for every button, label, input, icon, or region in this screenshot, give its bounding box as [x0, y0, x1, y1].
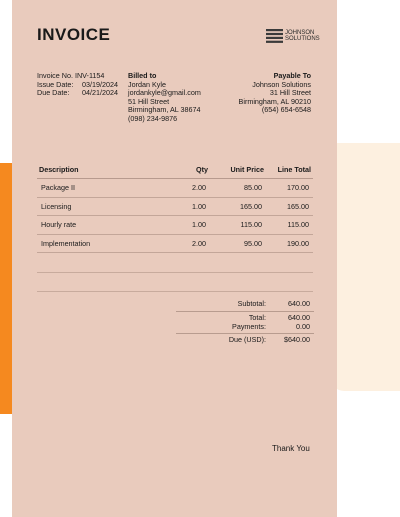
payable-to-name: Johnson Solutions: [252, 79, 311, 89]
billed-to-block: [128, 72, 201, 124]
row-line-total: 165.00: [287, 201, 309, 211]
payable-to-city: Birmingham, AL 90210: [238, 96, 311, 106]
due-date: 04/21/2024: [82, 88, 118, 98]
row-line-total: 190.00: [287, 238, 309, 248]
logo-wordmark: [285, 30, 320, 43]
header-unit-price: Unit Price: [230, 165, 264, 174]
cream-background-shape: [330, 143, 400, 391]
header-description: Description: [39, 165, 79, 174]
subtotal-row: [176, 300, 310, 309]
row-qty: 1.00: [192, 220, 206, 230]
row-description: Hourly rate: [41, 220, 77, 230]
billed-to-city: Birmingham, AL 38674: [128, 105, 201, 115]
row-line-total: 115.00: [287, 220, 309, 230]
logo-line-1: JOHNSON: [285, 29, 315, 36]
issue-date: 03/19/2024: [82, 79, 118, 89]
payments-value: 0.00: [296, 321, 310, 331]
line-items-table: [37, 161, 313, 253]
table-end-divider: [37, 291, 313, 292]
invoice-info: [37, 72, 118, 98]
row-qty: 2.00: [192, 183, 206, 193]
row-description: Licensing: [41, 201, 72, 211]
payable-to-street: 31 Hill Street: [269, 88, 311, 98]
due-date-label: Due Date:: [37, 88, 70, 98]
empty-row-divider: [37, 272, 313, 273]
payments-label: Payments:: [232, 321, 266, 331]
stripes-logo-icon: [266, 29, 283, 43]
invoice-page: [12, 0, 337, 517]
row-qty: 2.00: [192, 238, 206, 248]
table-header: [37, 161, 313, 179]
row-description: Implementation: [41, 238, 91, 248]
issue-date-label: Issue Date:: [37, 79, 74, 89]
total-label: Total:: [248, 313, 266, 322]
invoice-number: INV-1154: [74, 71, 105, 80]
table-row: [37, 198, 313, 217]
payable-to-label: Payable To: [273, 71, 311, 80]
billed-to-label: Billed to: [128, 71, 157, 80]
billed-to-phone: (098) 234-9876: [128, 113, 178, 123]
table-row: [37, 216, 313, 235]
row-line-total: 170.00: [287, 183, 309, 193]
billed-to-email: jordankyle@gmail.com: [128, 88, 201, 98]
row-unit-price: 95.00: [244, 238, 262, 248]
billed-to-name: Jordan Kyle: [128, 79, 166, 89]
invoice-title: INVOICE: [37, 25, 111, 44]
billed-to-street: 51 Hill Street: [128, 96, 170, 106]
row-description: Package II: [41, 183, 75, 193]
company-logo: [266, 29, 320, 43]
total-divider: [176, 333, 314, 334]
payable-to-block: [212, 72, 311, 115]
payable-to-phone: (654) 654-6548: [261, 105, 311, 115]
due-value: $640.00: [284, 335, 310, 344]
header-qty: Qty: [196, 165, 208, 174]
due-label: Due (USD):: [228, 335, 266, 344]
logo-line-2: SOLUTIONS: [285, 36, 320, 42]
row-qty: 1.00: [192, 201, 206, 211]
subtotal-divider: [176, 311, 314, 312]
thank-you-note: Thank You: [272, 444, 310, 453]
row-unit-price: 165.00: [240, 201, 262, 211]
subtotal-value: 640.00: [288, 299, 310, 308]
table-row: [37, 179, 313, 198]
invoice-number-label: Invoice No.: [37, 71, 73, 80]
subtotal-label: Subtotal:: [237, 299, 266, 308]
total-value: 640.00: [288, 313, 310, 322]
row-unit-price: 85.00: [244, 183, 262, 193]
total-block: [176, 314, 310, 331]
row-unit-price: 115.00: [240, 220, 262, 230]
header-line-total: Line Total: [277, 165, 311, 174]
table-row: [37, 235, 313, 254]
due-row: [176, 336, 310, 345]
